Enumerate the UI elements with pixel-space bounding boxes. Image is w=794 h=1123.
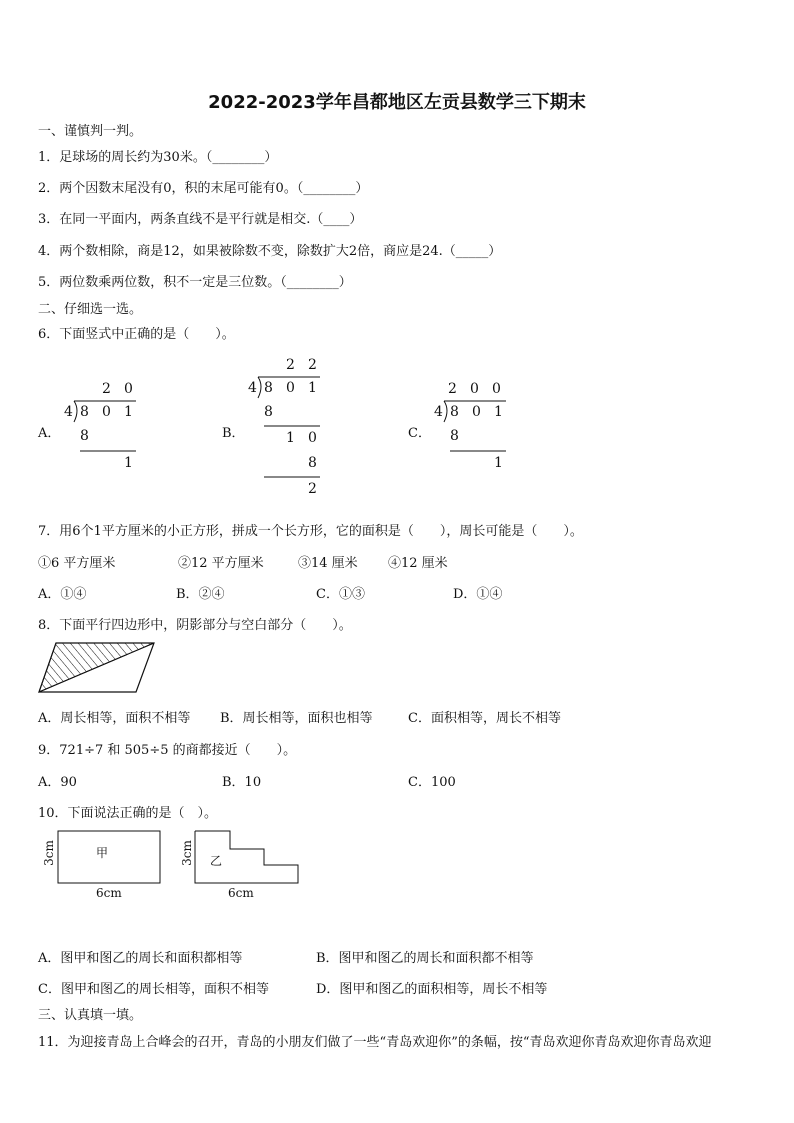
question-10: 10．下面说法正确的是（ ）。	[38, 806, 218, 821]
figure-jia-height: 3cm	[41, 840, 56, 866]
q7-option-a[interactable]: A．①④	[38, 587, 87, 602]
figure-jia-label: 甲	[96, 846, 109, 860]
digit: 8	[264, 380, 273, 396]
question-11: 11．为迎接青岛上合峰会的召开，青岛的小朋友们做了一些“青岛欢迎你”的条幅，按“青岛欢迎你青岛欢迎你青岛欢迎	[38, 1035, 712, 1050]
digit: 0	[492, 381, 501, 397]
q6-option-b-label: B．	[222, 426, 245, 441]
question-2: 2．两个因数末尾没有0，积的末尾可能有0。（________）	[38, 181, 369, 196]
q7-item-1: ①6 平方厘米	[38, 556, 116, 571]
digit: 0	[286, 380, 295, 396]
digit: 2	[308, 481, 317, 497]
q7-option-b[interactable]: B．②④	[176, 587, 225, 602]
digit: 4	[434, 404, 443, 420]
digit: 1	[286, 430, 295, 446]
q6-option-a-label: A．	[38, 426, 61, 441]
digit: 2	[102, 381, 111, 397]
section-heading-3: 三、认真填一填。	[38, 1008, 143, 1023]
digit: 2	[308, 357, 317, 373]
figure-yi-height: 3cm	[179, 840, 194, 866]
parallelogram-figure	[36, 640, 158, 696]
digit: 2	[286, 357, 295, 373]
digit: 8	[308, 455, 317, 471]
digit: 0	[124, 381, 133, 397]
q10-option-c[interactable]: C．图甲和图乙的周长相等，面积不相等	[38, 982, 269, 997]
division-bracket	[250, 374, 322, 480]
digit: 2	[448, 381, 457, 397]
figure-yi-width: 6cm	[228, 886, 254, 900]
q7-item-4: ④12 厘米	[388, 556, 448, 571]
page-title: 2022-2023学年昌都地区左贡县数学三下期末	[208, 92, 586, 113]
question-6: 6．下面竖式中正确的是（ ）。	[38, 327, 235, 342]
digit: 1	[494, 455, 503, 471]
section-heading-1: 一、谨慎判一判。	[38, 124, 143, 139]
q9-option-c[interactable]: C．100	[408, 775, 456, 790]
digit: 0	[308, 430, 317, 446]
q7-option-d[interactable]: D．①④	[453, 587, 503, 602]
digit: 0	[470, 381, 479, 397]
division-bracket	[66, 398, 138, 454]
q7-item-3: ③14 厘米	[298, 556, 358, 571]
section-heading-2: 二、仔细选一选。	[38, 302, 143, 317]
question-3: 3．在同一平面内，两条直线不是平行就是相交.（____）	[38, 212, 363, 227]
figure-yi-label: 乙	[210, 854, 223, 868]
question-4: 4．两个数相除，商是12，如果被除数不变，除数扩大2倍，商应是24.（_____）	[38, 244, 502, 259]
q10-option-b[interactable]: B．图甲和图乙的周长和面积都不相等	[316, 951, 534, 966]
digit: 8	[450, 404, 459, 420]
digit: 0	[102, 404, 111, 420]
digit: 8	[80, 428, 89, 444]
q8-option-b[interactable]: B．周长相等，面积也相等	[220, 711, 373, 726]
digit: 8	[450, 428, 459, 444]
digit: 1	[494, 404, 503, 420]
digit: 4	[64, 404, 73, 420]
digit: 8	[80, 404, 89, 420]
question-7: 7．用6个1平方厘米的小正方形，拼成一个长方形，它的面积是（ ），周长可能是（ ）。	[38, 524, 583, 539]
q6-option-c-label: C．	[408, 426, 431, 441]
figure-jia-width: 6cm	[96, 886, 122, 900]
question-8: 8．下面平行四边形中，阴影部分与空白部分（ ）。	[38, 618, 352, 633]
q10-option-a[interactable]: A．图甲和图乙的周长和面积都相等	[38, 951, 243, 966]
q8-option-c[interactable]: C．面积相等，周长不相等	[408, 711, 561, 726]
q10-option-d[interactable]: D．图甲和图乙的面积相等，周长不相等	[316, 982, 548, 997]
q7-option-c[interactable]: C．①③	[316, 587, 365, 602]
q9-option-b[interactable]: B．10	[222, 775, 262, 790]
digit: 1	[124, 404, 133, 420]
digit: 8	[264, 404, 273, 420]
digit: 0	[472, 404, 481, 420]
q7-item-2: ②12 平方厘米	[178, 556, 264, 571]
digit: 4	[248, 380, 257, 396]
question-9: 9．721÷7 和 505÷5 的商都接近（ ）。	[38, 743, 297, 758]
question-5: 5．两位数乘两位数，积不一定是三位数。（________）	[38, 275, 352, 290]
q8-option-a[interactable]: A．周长相等，面积不相等	[38, 711, 191, 726]
question-1: 1．足球场的周长约为30米。（________）	[38, 150, 278, 165]
q9-option-a[interactable]: A．90	[38, 775, 77, 790]
division-bracket	[436, 398, 508, 454]
digit: 1	[124, 455, 133, 471]
digit: 1	[308, 380, 317, 396]
